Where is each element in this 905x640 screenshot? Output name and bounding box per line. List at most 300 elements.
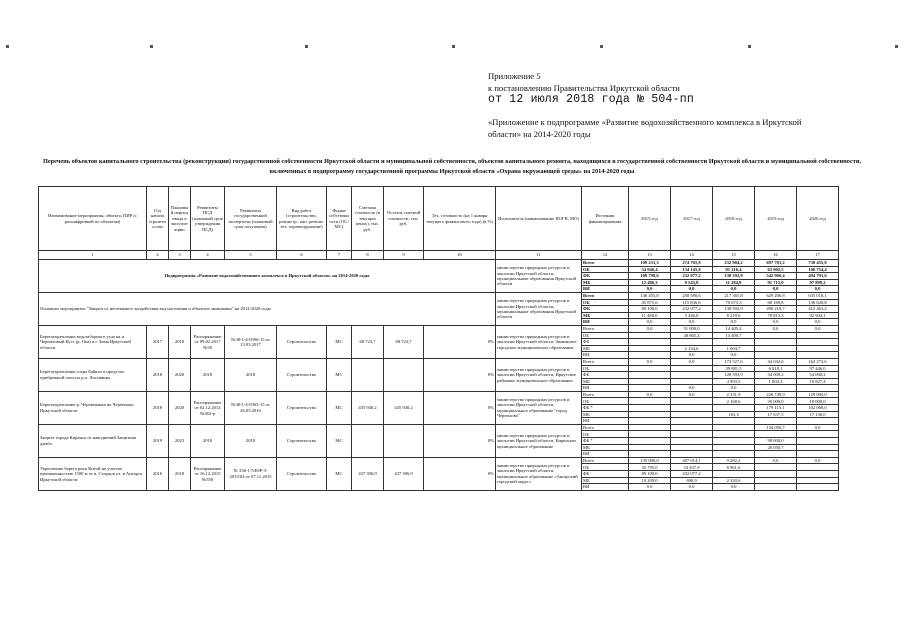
col-header-work-type: Вид работ (строительство, реконстр., кап. ремонт, тех. перевооружение) xyxy=(277,187,327,251)
value-cell xyxy=(671,378,713,385)
value-cell: 274 765,8 xyxy=(671,260,713,267)
value-cell: 97 446,0 xyxy=(797,365,839,372)
value-cell: 129 000,0 xyxy=(797,391,839,398)
value-cell: 5 446,8 xyxy=(671,312,713,319)
source-cell: ОБ xyxy=(582,398,629,405)
source-cell: ВИ xyxy=(582,352,629,359)
col-header-2017: 2017 год xyxy=(671,187,713,251)
value-cell: 232 904,2 xyxy=(713,260,755,267)
value-cell: 690,9 xyxy=(671,477,713,484)
value-cell: 102 068,0 xyxy=(797,405,839,412)
value-cell: 8 543,8 xyxy=(671,279,713,286)
value-cell: 0,0 xyxy=(797,286,839,293)
finish-year: 2020 xyxy=(169,391,191,424)
readiness-cell: 0% xyxy=(424,424,496,457)
source-cell: МБ xyxy=(582,411,629,418)
value-cell xyxy=(671,405,713,412)
col-header-2019: 2019 год xyxy=(755,187,797,251)
work-type-cell: Строительство xyxy=(277,457,327,490)
source-cell: МБ xyxy=(582,444,629,451)
value-cell xyxy=(713,438,755,445)
value-cell xyxy=(671,372,713,379)
value-cell: 109 231,3 xyxy=(629,260,671,267)
expertise-cell: №38-1-4-0396-15 от 13.03.2017 xyxy=(225,325,277,358)
section-name: Основное мероприятие "Защита от негативного воздействия вод населения и объектов экономики" на 2014-2020 годы xyxy=(39,292,496,325)
column-number: 5 xyxy=(225,251,277,260)
rest-cell xyxy=(384,424,424,457)
value-cell xyxy=(755,352,797,359)
col-header-ownership: Форма собственности (ОС/МС) xyxy=(327,187,352,251)
value-cell: 2 168,6 xyxy=(713,398,755,405)
column-number: 12 xyxy=(582,251,629,260)
value-cell xyxy=(755,431,797,438)
value-cell: 70 673,3 xyxy=(713,299,755,306)
value-cell: 89 100,0 xyxy=(629,306,671,313)
column-number: 9 xyxy=(384,251,424,260)
value-cell xyxy=(629,431,671,438)
value-cell xyxy=(755,332,797,339)
object-name: Берегоукрепление озера Байкал в пределах прибрежной полосы р.п. Листвянка xyxy=(39,358,147,391)
value-cell xyxy=(755,464,797,471)
rest-cell: 68 723,7 xyxy=(384,325,424,358)
value-cell: 48 865,4 xyxy=(671,332,713,339)
value-cell xyxy=(629,398,671,405)
source-cell: ФБ * xyxy=(582,405,629,412)
scan-mark xyxy=(150,45,153,48)
source-cell: МБ xyxy=(582,477,629,484)
value-cell xyxy=(629,332,671,339)
document-title: Перечень объектов капитального строительства (реконструкции) государственной собственности Иркутской области и муниципальной собственности, объектов капитального ремонта, находящихся в государственной собственности Иркутской области и муниципальной собственности, включенных в подпрограмму государственной программы Иркутской области «Охрана окружающей среды» на 2014-2020 годы xyxy=(42,158,862,175)
value-cell: 0,0 xyxy=(797,325,839,332)
col-header-source: Источник финансирования xyxy=(582,187,629,251)
value-cell xyxy=(671,411,713,418)
col-header-readiness: Тех. готовность (на 1 января текущего финансового года) (в %) xyxy=(424,187,496,251)
value-cell: 490 218,7 xyxy=(755,306,797,313)
source-cell: ВИ xyxy=(582,451,629,458)
source-cell: ОБ xyxy=(582,332,629,339)
value-cell: 8 219,6 xyxy=(713,312,755,319)
appendix-label: Приложение 5 xyxy=(488,71,541,81)
value-cell xyxy=(797,352,839,359)
value-cell xyxy=(671,451,713,458)
value-cell xyxy=(713,418,755,425)
value-cell: 51 000,0 xyxy=(671,325,713,332)
value-cell: 232 077,2 xyxy=(671,273,713,280)
value-cell: 9 282,2 xyxy=(713,457,755,464)
value-cell xyxy=(671,339,713,346)
value-cell: 0,0 xyxy=(629,286,671,293)
col-header-finish: Плановый период ввода в эксплуатацию xyxy=(169,187,191,251)
col-header-psd: Реквизиты ПСД (плановый срок утверждения ПСД) xyxy=(191,187,225,251)
scan-mark xyxy=(6,45,9,48)
value-cell xyxy=(629,451,671,458)
value-cell: 98 000,0 xyxy=(755,438,797,445)
value-cell xyxy=(713,339,755,346)
value-cell xyxy=(797,418,839,425)
column-number: 6 xyxy=(277,251,327,260)
value-cell xyxy=(629,339,671,346)
value-cell xyxy=(797,464,839,471)
value-cell: 1 004,7 xyxy=(713,345,755,352)
value-cell: 138 592,9 xyxy=(713,273,755,280)
table-row xyxy=(39,292,839,299)
executor-cell: министерство природных ресурсов и экологии Иркутской области, Зиминское городское муниципальное образование xyxy=(496,325,582,358)
column-number: 16 xyxy=(755,251,797,260)
value-cell xyxy=(797,444,839,451)
object-name: Берегоукрепление р. Черемшанка на Черемхово Иркутской области xyxy=(39,391,147,424)
value-cell xyxy=(671,431,713,438)
value-cell xyxy=(713,424,755,431)
source-cell: ВИ xyxy=(582,319,629,326)
value-cell: 54 437,9 xyxy=(671,464,713,471)
ownership-cell: МС xyxy=(327,325,352,358)
source-cell: Всего xyxy=(582,292,629,299)
column-number: 3 xyxy=(169,251,191,260)
value-cell xyxy=(755,345,797,352)
start-year: 2018 xyxy=(147,391,169,424)
value-cell xyxy=(629,411,671,418)
value-cell xyxy=(797,431,839,438)
column-number: 17 xyxy=(797,251,839,260)
value-cell xyxy=(629,385,671,392)
value-cell: 89 100,0 xyxy=(629,471,671,478)
value-cell xyxy=(629,418,671,425)
value-cell: 0,0 xyxy=(797,319,839,326)
value-cell: 91 712,0 xyxy=(755,279,797,286)
value-cell xyxy=(713,451,755,458)
start-year: 2018 xyxy=(147,358,169,391)
value-cell: 258 590,6 xyxy=(671,292,713,299)
value-cell: 10 000,0 xyxy=(797,398,839,405)
finish-year: 2018 xyxy=(169,457,191,490)
value-cell: 217 365,8 xyxy=(713,292,755,299)
executor-cell: министерство природных ресурсов и экологии Иркутской области, Иркутское районное муниципальное образование xyxy=(496,358,582,391)
rest-cell xyxy=(384,358,424,391)
value-cell: 0,0 xyxy=(629,319,671,326)
value-cell: 162 273,6 xyxy=(797,358,839,365)
order-line: от 12 июля 2018 года № 504-пп xyxy=(488,93,694,106)
value-cell: 0,0 xyxy=(755,457,797,464)
col-header-2018: 2018 год xyxy=(713,187,755,251)
value-cell xyxy=(713,444,755,451)
source-cell: ФБ xyxy=(582,471,629,478)
value-cell xyxy=(629,365,671,372)
value-cell: 35 795,0 xyxy=(629,464,671,471)
value-cell xyxy=(629,438,671,445)
start-year: 2017 xyxy=(147,325,169,358)
value-cell: 0,0 xyxy=(671,385,713,392)
value-cell: 39 881,5 xyxy=(713,365,755,372)
value-cell: 0,0 xyxy=(713,319,755,326)
scan-mark xyxy=(452,45,455,48)
value-cell: 106 754,4 xyxy=(797,266,839,273)
value-cell: 635 018,1 xyxy=(797,292,839,299)
source-cell: ФБ xyxy=(582,306,629,313)
value-cell xyxy=(797,385,839,392)
expertise-cell: 2018 xyxy=(225,358,277,391)
value-cell: 17 637,5 xyxy=(755,411,797,418)
value-cell: 13 400,7 xyxy=(713,332,755,339)
value-cell: 163,3 xyxy=(713,411,755,418)
table-row xyxy=(39,391,839,398)
rest-cell: 437 396,9 xyxy=(384,457,424,490)
column-number: 10 xyxy=(424,251,496,260)
value-cell xyxy=(797,484,839,491)
psd-cell: Распоряжение от 02.12.2014 №363-р xyxy=(191,391,225,424)
value-cell xyxy=(797,332,839,339)
value-cell: 108 798,6 xyxy=(629,273,671,280)
value-cell: 92 904,1 xyxy=(797,312,839,319)
source-cell: ВИ xyxy=(582,286,629,293)
value-cell: 97 899,2 xyxy=(797,279,839,286)
value-cell xyxy=(713,471,755,478)
value-cell: 146 455,8 xyxy=(629,292,671,299)
table-row xyxy=(39,457,839,464)
col-header-name: Наименование мероприятия, объекта, ПИР (с расшифровкой по объектам) xyxy=(39,187,147,251)
value-cell: 179 115,1 xyxy=(755,405,797,412)
cost-cell xyxy=(352,424,384,457)
start-year: 2019 xyxy=(147,424,169,457)
value-cell: 2 331,9 xyxy=(713,391,755,398)
value-cell xyxy=(671,424,713,431)
column-number: 13 xyxy=(629,251,671,260)
column-number: 7 xyxy=(327,251,352,260)
start-year: 2016 xyxy=(147,457,169,490)
psd-cell: 2018 xyxy=(191,424,225,457)
value-cell: 0,0 xyxy=(629,484,671,491)
finish-year: 2018 xyxy=(169,325,191,358)
value-cell: 0,0 xyxy=(797,424,839,431)
value-cell: 63 902,5 xyxy=(755,266,797,273)
source-cell: Всего xyxy=(582,358,629,365)
column-number: 8 xyxy=(352,251,384,260)
work-type-cell: Строительство xyxy=(277,391,327,424)
col-header-2015: 2015 год xyxy=(629,187,671,251)
value-cell: 11 480,0 xyxy=(629,312,671,319)
source-cell: ФБ xyxy=(582,273,629,280)
value-cell: 0,0 xyxy=(671,391,713,398)
source-cell: Всего xyxy=(582,260,629,267)
col-header-cost: Сметная стоимость (в текущих ценах), тыс. руб. xyxy=(352,187,384,251)
ownership-cell: МС xyxy=(327,457,352,490)
value-cell: 17 130,0 xyxy=(797,411,839,418)
value-cell xyxy=(797,438,839,445)
scan-mark xyxy=(895,45,898,48)
object-name: Защита города Киренск от наводнений Защитная дамба xyxy=(39,424,147,457)
value-cell xyxy=(713,405,755,412)
value-cell xyxy=(797,339,839,346)
value-cell xyxy=(629,345,671,352)
col-header-rest: Остаток сметной стоимости, тыс. руб. xyxy=(384,187,424,251)
value-cell: 10 209,0 xyxy=(629,477,671,484)
expertise-cell: №38-1-4-0363-15 от 26.05.2016 xyxy=(225,391,277,424)
value-cell: 494 791,6 xyxy=(797,273,839,280)
value-cell: 232 077,2 xyxy=(671,471,713,478)
value-cell: 0,0 xyxy=(671,484,713,491)
source-cell: ФБ * xyxy=(582,438,629,445)
source-cell: ВИ xyxy=(582,385,629,392)
value-cell: 6 961,6 xyxy=(713,464,755,471)
value-cell: 81 216,4 xyxy=(713,266,755,273)
cost-cell: 435 940,2 xyxy=(352,391,384,424)
col-header-start: Год начала строительства xyxy=(147,187,169,251)
value-cell: 45 875,6 xyxy=(629,299,671,306)
readiness-cell: 0% xyxy=(424,358,496,391)
value-cell xyxy=(671,418,713,425)
table-row xyxy=(39,424,839,431)
value-cell xyxy=(755,471,797,478)
value-cell: 136 620,8 xyxy=(797,299,839,306)
value-cell xyxy=(671,365,713,372)
source-cell: Всего xyxy=(582,424,629,431)
value-cell: 2 320,6 xyxy=(713,477,755,484)
value-cell: 135 000,0 xyxy=(629,457,671,464)
column-number: 2 xyxy=(147,251,169,260)
value-cell: 4 993,5 xyxy=(713,378,755,385)
table-row xyxy=(39,358,839,365)
section-name: Подпрограмма «Развитие водохозяйственного комплекса в Иркутской области» на 2014-2020 годы xyxy=(39,260,496,293)
value-cell: 128 593,9 xyxy=(713,372,755,379)
source-cell: ОБ xyxy=(582,464,629,471)
source-cell: ОБ xyxy=(582,299,629,306)
value-cell: 34 009,2 xyxy=(755,372,797,379)
value-cell: 26 050,7 xyxy=(755,444,797,451)
value-cell xyxy=(629,352,671,359)
value-cell: 697 781,2 xyxy=(755,260,797,267)
psd-cell: 2018 xyxy=(191,358,225,391)
value-cell xyxy=(755,477,797,484)
value-cell: 0,0 xyxy=(713,286,755,293)
column-number: 1 xyxy=(39,251,147,260)
ownership-cell: МС xyxy=(327,391,352,424)
source-cell: МБ xyxy=(582,312,629,319)
source-cell: ФБ xyxy=(582,372,629,379)
value-cell xyxy=(671,398,713,405)
resolution-ref: к постановлению Правительства Иркутской области xyxy=(488,83,680,93)
source-cell: ФБ xyxy=(582,339,629,346)
source-cell: МБ xyxy=(582,279,629,286)
ownership-cell: МС xyxy=(327,424,352,457)
executor-cell: министерство природных ресурсов и экологии Иркутской области, Киренское муниципальное образование xyxy=(496,424,582,457)
source-cell: ОБ xyxy=(582,431,629,438)
value-cell: 0,0 xyxy=(713,385,755,392)
value-cell xyxy=(797,451,839,458)
value-cell xyxy=(629,378,671,385)
rest-cell: 435 940,2 xyxy=(384,391,424,424)
column-number: 11 xyxy=(496,251,582,260)
value-cell: 1 004,3 xyxy=(755,378,797,385)
object-name: Берегоукрепление водозаборного узла на п. Черемховый Куст (р. Ока) в г. Зима Иркутской области xyxy=(39,325,147,358)
value-cell: 54 000,2 xyxy=(797,372,839,379)
source-cell: Всего xyxy=(582,325,629,332)
value-cell: 0,0 xyxy=(629,325,671,332)
readiness-cell: 0% xyxy=(424,391,496,424)
value-cell xyxy=(629,424,671,431)
object-name: Укрепление берега реки Китой на участке протяженностью 1500 м от в. Стерцов ул. в Ангарск Иркутской области xyxy=(39,457,147,490)
source-cell: МБ xyxy=(582,345,629,352)
value-cell xyxy=(629,372,671,379)
value-cell: 207 014,1 xyxy=(671,457,713,464)
value-cell: 14 405,4 xyxy=(713,325,755,332)
value-cell: 134 145,8 xyxy=(671,266,713,273)
column-number: 4 xyxy=(191,251,225,260)
scan-mark xyxy=(305,45,308,48)
document-header xyxy=(488,70,818,140)
value-cell xyxy=(755,451,797,458)
value-cell: 0,0 xyxy=(755,319,797,326)
value-cell xyxy=(797,477,839,484)
value-cell: 134 050,7 xyxy=(755,424,797,431)
value-cell: 30 000,0 xyxy=(755,398,797,405)
value-cell: 0,0 xyxy=(629,358,671,365)
scan-mark xyxy=(748,45,751,48)
value-cell xyxy=(671,444,713,451)
value-cell xyxy=(797,345,839,352)
column-number: 15 xyxy=(713,251,755,260)
source-cell: МБ xyxy=(582,378,629,385)
column-number: 14 xyxy=(671,251,713,260)
value-cell xyxy=(797,471,839,478)
value-cell: 738 455,8 xyxy=(797,260,839,267)
executor-cell: министерство природных ресурсов и экологии Иркутской области, муниципальное образование «Ангарский городской округ» xyxy=(496,457,582,490)
value-cell: 0,0 xyxy=(671,358,713,365)
value-cell: 2 134,6 xyxy=(671,345,713,352)
psd-cell: Распоряжение от 16.12.2015 №550 xyxy=(191,457,225,490)
scan-mark xyxy=(600,45,603,48)
psd-cell: Распоряжение от 09.02.2017 №50 xyxy=(191,325,225,358)
value-cell: 542 966,4 xyxy=(755,273,797,280)
source-cell: ВИ xyxy=(582,484,629,491)
value-cell: 0,0 xyxy=(713,484,755,491)
value-cell: 6 018,1 xyxy=(755,365,797,372)
source-cell: Всего xyxy=(582,457,629,464)
value-cell: 138 592,9 xyxy=(713,306,755,313)
executor-cell: министерство природных ресурсов и экологии Иркутской области, муниципальные образования Иркутской области xyxy=(496,260,582,293)
value-cell: 412 463,2 xyxy=(797,306,839,313)
value-cell: 10 827,4 xyxy=(797,378,839,385)
executor-cell: министерство природных ресурсов и экологии Иркутской области, муниципальные образования Иркутской области xyxy=(496,292,582,325)
value-cell xyxy=(755,385,797,392)
work-type-cell: Строительство xyxy=(277,424,327,457)
ownership-cell: МС xyxy=(327,358,352,391)
value-cell: 0,0 xyxy=(671,286,713,293)
table-row xyxy=(39,325,839,332)
value-cell: 0,0 xyxy=(671,319,713,326)
cost-cell: 68 723,7 xyxy=(352,325,384,358)
value-cell: 173 527,6 xyxy=(713,358,755,365)
value-cell xyxy=(755,484,797,491)
value-cell: 54 946,4 xyxy=(629,266,671,273)
work-type-cell: Строительство xyxy=(277,325,327,358)
finish-year: 2020 xyxy=(169,358,191,391)
value-cell: 0,0 xyxy=(755,286,797,293)
cost-cell: 437 396,9 xyxy=(352,457,384,490)
value-cell xyxy=(755,418,797,425)
value-cell: 78 813,3 xyxy=(755,312,797,319)
source-cell: ОБ xyxy=(582,266,629,273)
value-cell: 115 836,6 xyxy=(671,299,713,306)
col-header-2020: 2020 год xyxy=(797,187,839,251)
expertise-cell: № 336-1-5/ЮР-3-2015/04 от 07.11.2015 xyxy=(225,457,277,490)
finish-year: 2023 xyxy=(169,424,191,457)
objects-table xyxy=(38,186,839,491)
source-cell: ОБ xyxy=(582,365,629,372)
col-header-executor: Исполнитель (наименование ИОГВ, МО) xyxy=(496,187,582,251)
value-cell: 0,0 xyxy=(671,352,713,359)
cost-cell xyxy=(352,358,384,391)
readiness-cell: 0% xyxy=(424,457,496,490)
value-cell: 0,0 xyxy=(797,457,839,464)
